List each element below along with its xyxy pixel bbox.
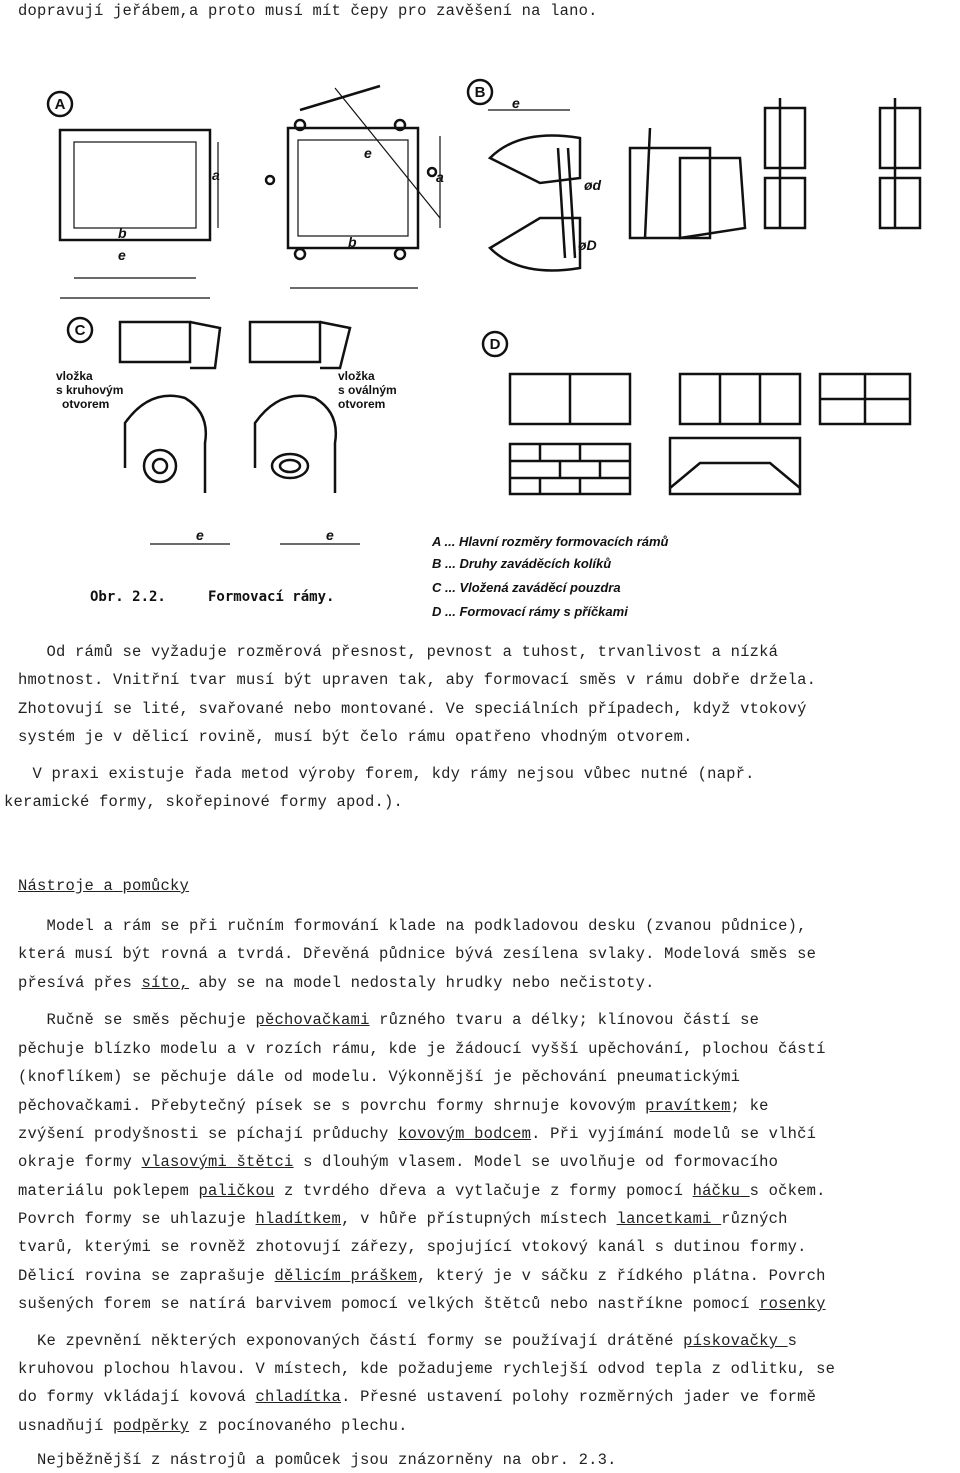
c-label-left-2: s kruhovým [56,383,124,397]
section-heading: Nástroje a pomůcky [18,877,190,895]
dim-a-1: a [212,167,220,183]
para4-line11 [18,1295,826,1313]
dim-D: øD [578,237,597,253]
text: , v hůře přístupných místech [341,1210,617,1228]
text: . Při vyjímání modelů se vlhčí [531,1125,817,1143]
para3-line2: která musí být rovná a tvrdá. Dřevěná půdnice bývá zesílena svlaky. Modelová směs se [18,945,817,963]
figure-caption-number: Obr. 2.2. [90,589,166,605]
text: okraje formy [18,1153,142,1171]
dim-a-2: a [436,169,444,185]
dim-b-1: b [118,225,127,241]
term-kovovym-bodcem: kovovým bodcem [398,1125,532,1143]
marker-b: B [474,84,486,101]
para4-line6 [18,1153,778,1171]
dim-e-5: e [326,527,334,543]
para3-line1: Model a rám se při ručním formování klade na podkladovou desku (zvanou půdnice), [18,917,807,935]
dim-b-2: b [348,234,357,250]
term-pechovackami: pěchovačkami [255,1011,370,1029]
term-delicim-praskem: dělicím práškem [274,1267,418,1285]
section-d-drawing [483,332,910,494]
marker-d: D [489,336,501,353]
legend-b: B ... Druhy zaváděcích kolíků [432,556,612,571]
text: materiálu poklepem [18,1182,199,1200]
text: , který je v sáčku z řídkého plátna. Povrch [417,1267,826,1285]
figure-formovaci-ramy [20,68,940,628]
text: ; ke [730,1097,769,1115]
term-palickou: paličkou [198,1182,275,1200]
para4-line8 [18,1210,788,1228]
c-label-right-1: vložka [338,369,375,383]
marker-a: A [54,96,66,113]
legend-a: A ... Hlavní rozměry formovacích rámů [432,534,669,549]
dim-e-4: e [196,527,204,543]
para4-line2: pěchuje blízko modelu a v rozích rámu, kde je žádoucí vyšší upěchování, plochou částí [18,1040,826,1058]
text: z tvrdého dřeva a vytlačuje z formy pomocí [274,1182,693,1200]
para3-line3 [18,974,655,992]
para1-line2: hmotnost. Vnitřní tvar musí být upraven tak, aby formovací směs v rámu dobře držela. [18,671,817,689]
para4-line10 [18,1267,826,1285]
text: usnadňují [18,1417,114,1435]
text: přesívá přes [18,974,142,992]
text: s [787,1332,798,1350]
para5-line1 [18,1332,797,1350]
section-b-drawing [468,80,920,271]
term-vlasovymi-stetci: vlasovými štětci [141,1153,294,1171]
para4-line3: (knoflíkem) se pěchuje dále od modelu. Výkonnější je pěchování pneumatickými [18,1068,741,1086]
term-rosenky: rosenky [759,1295,826,1313]
text: Ručně se směs pěchuje [18,1011,256,1029]
text: různých [721,1210,788,1228]
text: Ke zpevnění některých exponovaných částí formy se používají drátěné [18,1332,684,1350]
c-label-right-2: s oválným [338,383,397,397]
text: . Přesné ustavení polohy rozměrných jader ve formě [341,1388,817,1406]
text: různého tvaru a délky; klínovou částí se [369,1011,760,1029]
term-pravitkem: pravítkem [645,1097,731,1115]
legend-c: C ... Vložená zaváděcí pouzdra [432,580,621,595]
text: z pocínovaného plechu. [189,1417,408,1435]
marker-c: C [74,322,86,339]
para2-line2: keramické formy, skořepinové formy apod.). [4,793,404,811]
term-hladitkem: hladítkem [255,1210,342,1228]
para5-line2: kruhovou plochou hlavou. V místech, kde požadujeme rychlejší odvod tepla z odlitku, se [18,1360,836,1378]
term-piskovacky: pískovačky [683,1332,788,1350]
text: aby se na model nedostaly hrudky nebo nečistoty. [189,974,655,992]
para5-line4 [18,1417,408,1435]
c-label-left-1: vložka [56,369,93,383]
c-label-left-3: otvorem [62,397,110,411]
last-line: Nejběžnější z nástrojů a pomůcek jsou znázorněny na obr. 2.3. [18,1451,617,1469]
top-line: dopravují jeřábem,a proto musí mít čepy pro zavěšení na lano. [18,2,598,20]
para4-line5 [18,1125,816,1143]
text: do formy vkládají kovová [18,1388,256,1406]
figure-caption-title: Formovací rámy. [208,589,335,605]
text: s dlouhým vlasem. Model se uvolňuje od formovacího [293,1153,779,1171]
section-c-drawing [68,318,360,544]
para4-line7 [18,1182,826,1200]
para1-line3: Zhotovují se lité, svařované nebo montované. Ve speciálních případech, když vtokový [18,700,807,718]
dim-e-1: e [118,247,126,263]
section-a-drawing [48,86,440,298]
text: Dělicí rovina se zaprašuje [18,1267,275,1285]
para4-line9: tvarů, kterými se rovněž zhotovují zářezy, spojující vtokový kanál s dutinou formy. [18,1238,807,1256]
term-sito: síto, [141,974,190,992]
para1-line4: systém je v dělicí rovině, musí být čelo rámu opatřeno vhodným otvorem. [18,728,693,746]
text: sušených forem se natírá barvivem pomocí velkých štětců nebo nastříkne pomocí [18,1295,760,1313]
dim-e-2: e [364,145,372,161]
term-chladitka: chladítka [255,1388,342,1406]
text: pěchovačkami. Přebytečný písek se s povrchu formy shrnuje kovovým [18,1097,646,1115]
term-lancetkami: lancetkami [616,1210,722,1228]
dim-e-3: e [512,95,520,111]
dim-d: ød [584,177,602,193]
para4-line1 [18,1011,759,1029]
text: Povrch formy se uhlazuje [18,1210,256,1228]
term-hacku: háčku [692,1182,750,1200]
para2-line1: V praxi existuje řada metod výroby forem, kdy rámy nejsou vůbec nutné (např. [4,765,755,783]
text: s očkem. [749,1182,826,1200]
legend-d: D ... Formovací rámy s příčkami [432,604,628,619]
para1-line1: Od rámů se vyžaduje rozměrová přesnost, pevnost a tuhost, trvanlivost a nízká [18,643,779,661]
text: zvýšení prodyšnosti se píchají průduchy [18,1125,399,1143]
para4-line4 [18,1097,769,1115]
c-label-right-3: otvorem [338,397,386,411]
term-podperky: podpěrky [113,1417,190,1435]
para5-line3 [18,1388,816,1406]
